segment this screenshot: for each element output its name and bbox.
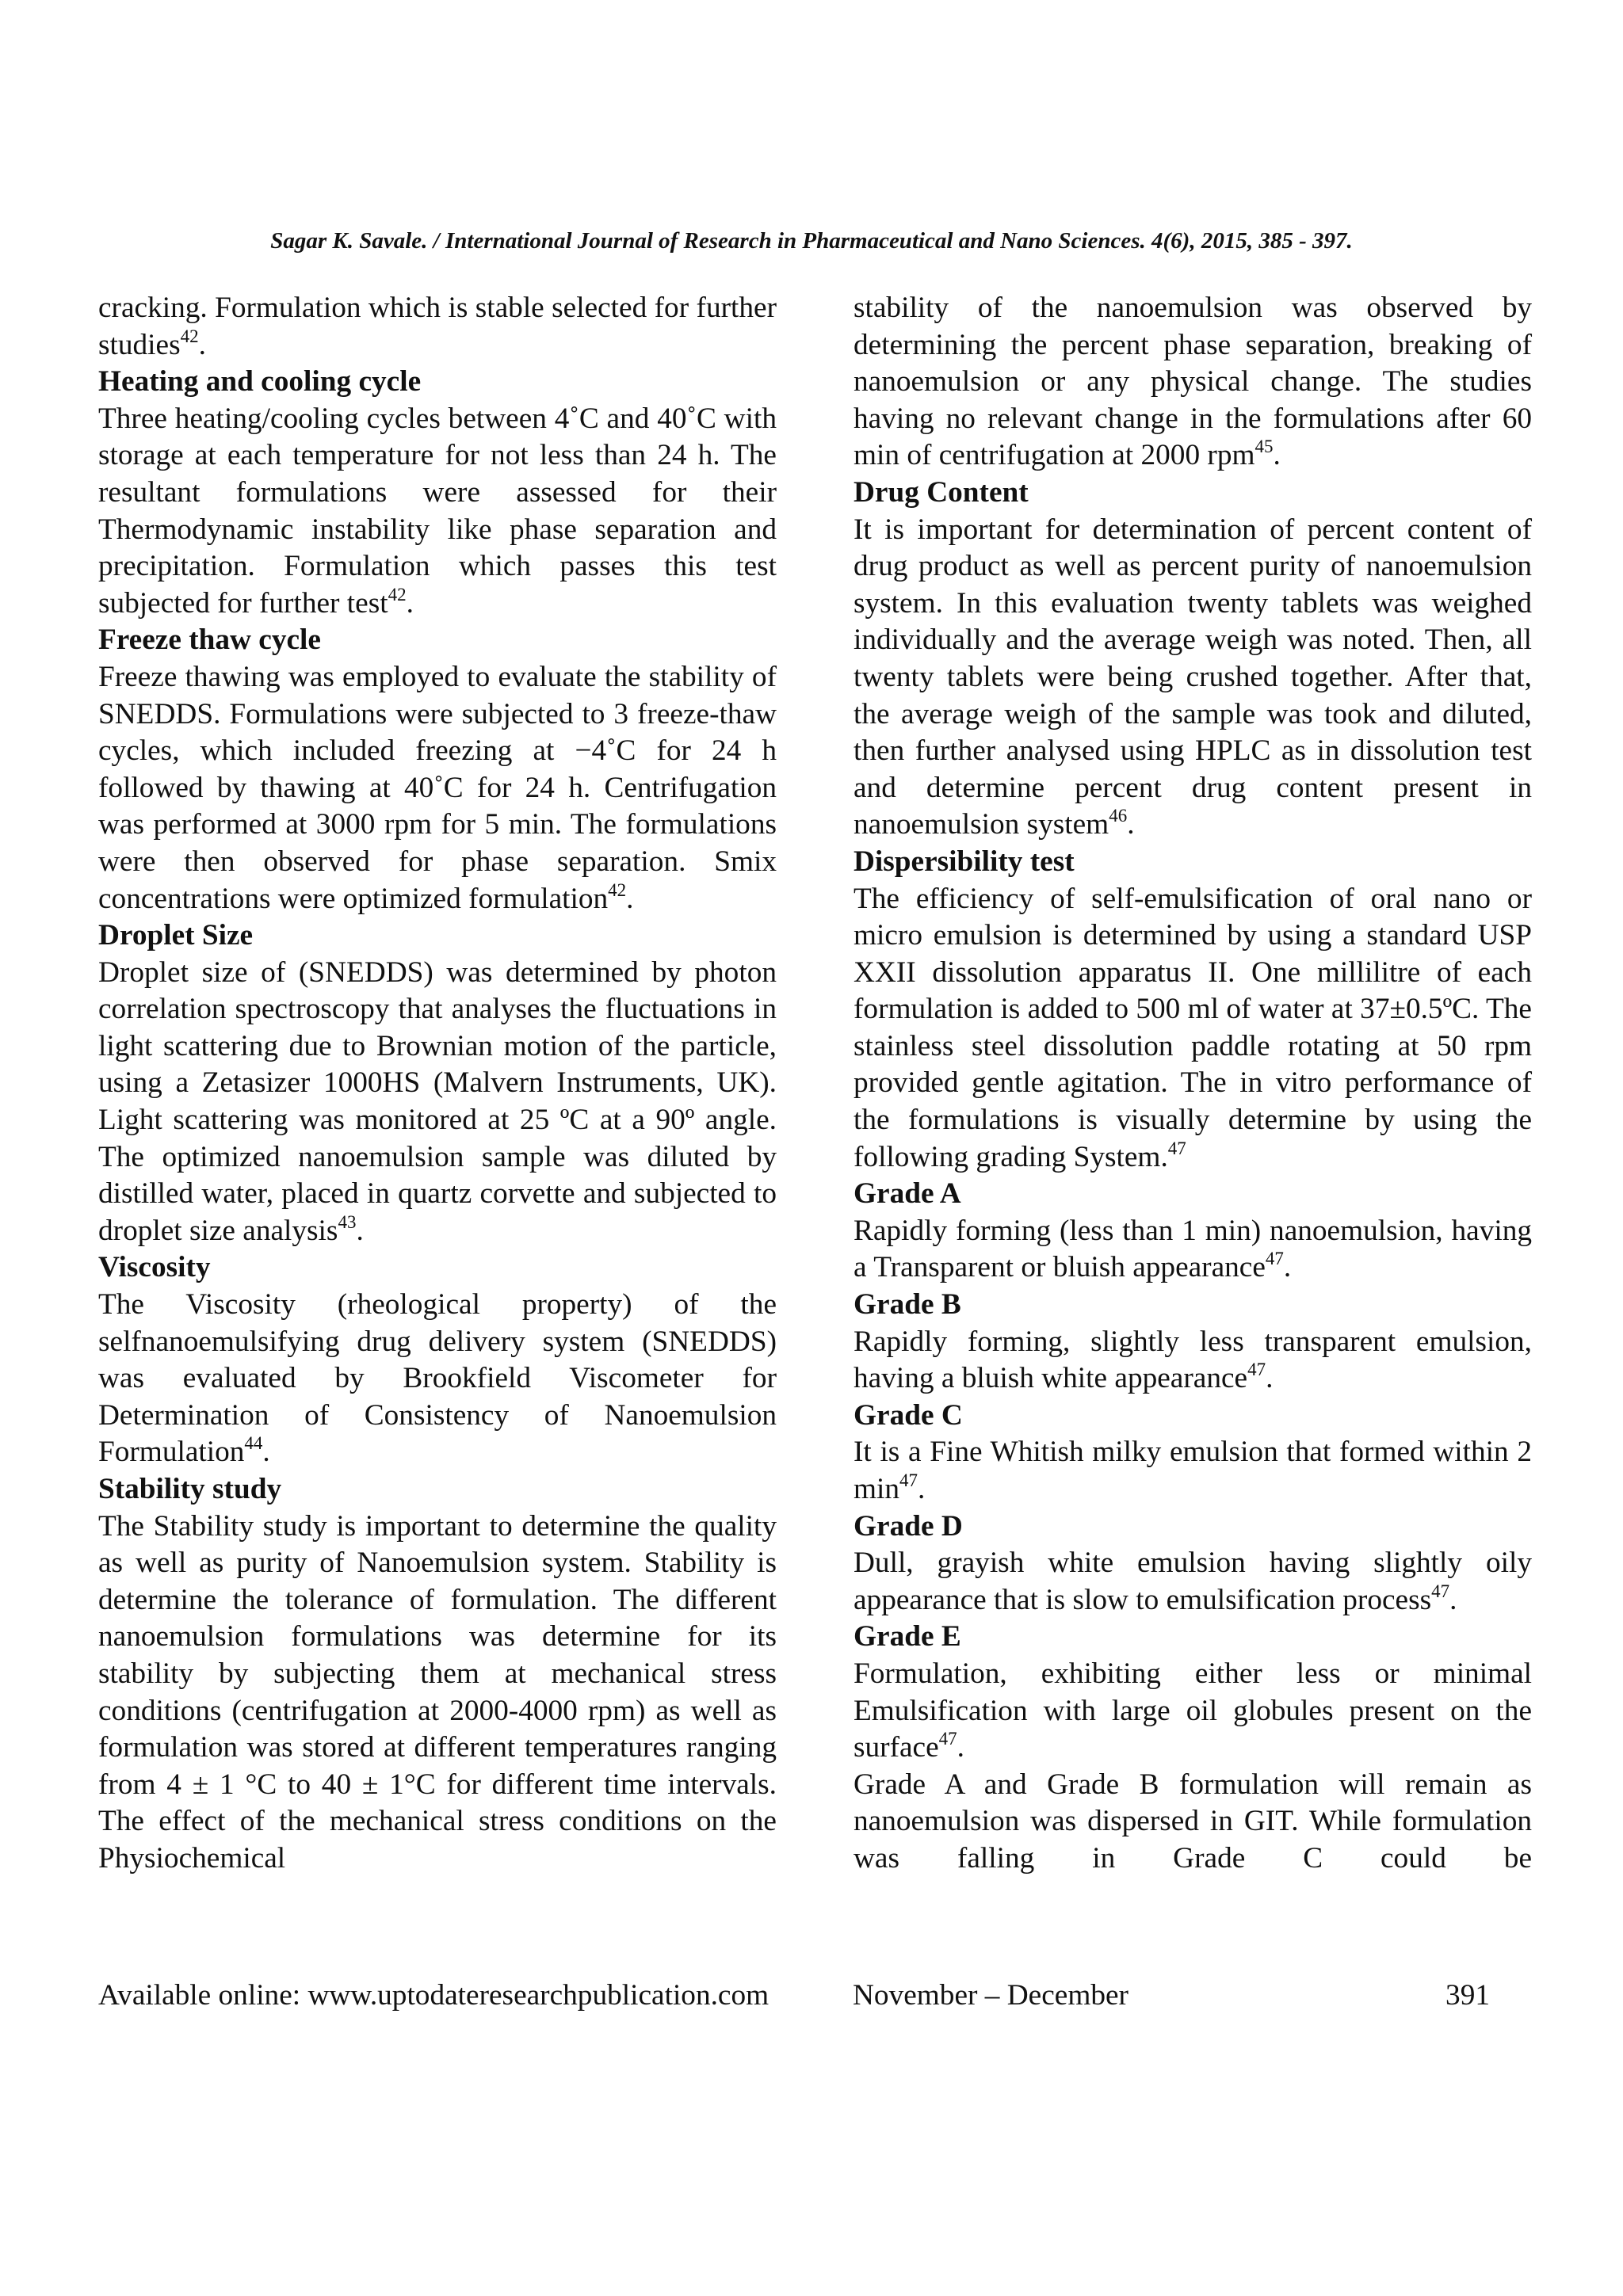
paragraph-grade-e: Formulation, exhibiting either less or minimal Emulsification with large oil globules present on the surface$^{47}$. [854, 1657, 1532, 1764]
citation: 46 [1109, 806, 1128, 826]
footer-website: Available online: www.uptodateresearchpublication.com [98, 1979, 769, 2012]
heading-dispersibility-test: Dispersibility test [854, 845, 1075, 878]
paragraph-heating-cooling: Three heating/cooling cycles between 4˚C and 40˚C with storage at each temperature for not less than 24 h. The resultant formulations were assessed for their Thermodynamic instability like phase separation and precipitation. Formulation which passes this test subjected for further test$^{42}$. [98, 402, 777, 620]
page-footer [98, 1978, 1490, 2014]
heading-viscosity: Viscosity [98, 1251, 211, 1284]
citation: 47 [1167, 1138, 1186, 1158]
paragraph-grade-a: Rapidly forming (less than 1 min) nanoemulsion, having a Transparent or bluish appearance$^{47}$. [854, 1214, 1532, 1284]
citation: 47 [1431, 1581, 1450, 1601]
paragraph-stability-study: The Stability study is important to determine the quality as well as purity of Nanoemulsion system. Stability is determine the tolerance of formulation. The different nanoemulsion formulations was determine for its stability by subjecting them at mechanical stress conditions (centrifugation at 2000-4000 rpm) as well as formulation was stored at different temperatures ranging from 4 ± 1 °C to 40 ± 1°C for different time intervals. The effect of the mechanical stress conditions on the Physiochemical [98, 1509, 777, 1875]
citation: 47 [899, 1470, 918, 1490]
citation: 47 [1247, 1360, 1266, 1380]
left-column [98, 290, 777, 1878]
heading-drug-content: Drug Content [854, 475, 1029, 509]
citation: 42 [180, 326, 199, 346]
citation: 47 [938, 1729, 957, 1749]
paragraph-drug-content: It is important for determination of percent content of drug product as well as percent purity of nanoemulsion system. In this evaluation twenty tablets was weighed individually and the average weigh was noted. Then, all twenty tablets were being crushed together. After that, the average weigh of the sample was took and diluted, then further analysed using HPLC as in dissolution test and determine percent drug content present in nanoemulsion system$^{46}$. [854, 513, 1532, 841]
paragraph-freeze-thaw: Freeze thawing was employed to evaluate the stability of SNEDDS. Formulations were subjected to 3 freeze-thaw cycles, which included freezing at −4˚C for 24 h followed by thawing at 40˚C for 24 h. Centrifugation was performed at 3000 rpm for 5 min. The formulations were then observed for phase separation. Smix concentrations were optimized formulation$^{42}$. [98, 660, 777, 915]
paragraph-dispersibility-test: The efficiency of self-emulsification of oral nano or micro emulsion is determined by using a standard USP XXII dissolution apparatus II. One millilitre of each formulation is added to 500 ml of water at 37±0.5ºC. The stainless steel dissolution paddle rotating at 50 rpm provided gentle agitation. The in vitro performance of the formulations is visually determine by using the following grading System.$^{47}$ [854, 882, 1532, 1173]
heading-droplet-size: Droplet Size [98, 919, 254, 952]
paragraph-grade-c: It is a Fine Whitish milky emulsion that formed within 2 $\min^{47}$. [854, 1436, 1532, 1505]
heading-freeze-thaw: Freeze thaw cycle [98, 624, 321, 657]
citation: 44 [244, 1433, 263, 1454]
citation: 45 [1254, 437, 1274, 457]
paragraph-grade-d: Dull, grayish white emulsion having slightly oily appearance that is slow to emulsification process$^{47}$. [854, 1547, 1532, 1616]
intro-paragraph: cracking. Formulation which is stable selected for further studies$^{42}$. [98, 292, 777, 361]
heading-grade-a: Grade A [854, 1177, 961, 1211]
citation: 42 [608, 879, 627, 900]
paragraph-closing: Grade A and Grade B formulation will remain as nanoemulsion was dispersed in GIT. While formulation was falling in Grade C could be [854, 1768, 1532, 1875]
heading-grade-d: Grade D [854, 1509, 963, 1543]
heading-grade-e: Grade E [854, 1620, 961, 1653]
right-column [854, 290, 1532, 1878]
heading-grade-c: Grade C [854, 1398, 963, 1432]
paragraph-viscosity: The Viscosity (rheological property) of the selfnanoemulsifying drug delivery system (SNEDDS) was evaluated by Brookfield Viscometer for Determination of Consistency of Nanoemulsion Formulation$^{44}$. [98, 1288, 777, 1469]
citation: 47 [1265, 1249, 1284, 1269]
heading-stability-study: Stability study [98, 1473, 282, 1505]
heading-grade-b: Grade B [854, 1288, 961, 1322]
paragraph-grade-b: Rapidly forming, slightly less transparent emulsion, having a bluish white appearance$^{47}$. [854, 1325, 1532, 1395]
paragraph-stability-continued: stability of the nanoemulsion was observed by determining the percent phase separation, breaking of nanoemulsion or any physical change. The studies having no relevant change in the formulations after 60 min of centrifugation at 2000 rpm$^{45}$. [854, 292, 1532, 472]
running-header: Sagar K. Savale. / International Journal of Research in Pharmaceutical and Nano Sciences. 4(6), 2015, 385 - 397. [270, 228, 1353, 254]
citation: 42 [388, 584, 407, 605]
heading-heating-cooling: Heating and cooling cycle [98, 365, 422, 399]
page-number: 391 [1445, 1979, 1490, 2012]
paragraph-droplet-size: Droplet size of (SNEDDS) was determined by photon correlation spectroscopy that analyses the fluctuations in light scattering due to Brownian motion of the particle, using a Zetasizer 1000HS (Malvern Instruments, UK). Light scattering was monitored at 25 ºC at a 90º angle. The optimized nanoemulsion sample was diluted by distilled water, placed in quartz corvette and subjected to droplet size analysis$^{43}$. [98, 955, 777, 1247]
footer-issue-date: November – December [853, 1979, 1128, 2012]
citation: 43 [338, 1211, 357, 1232]
